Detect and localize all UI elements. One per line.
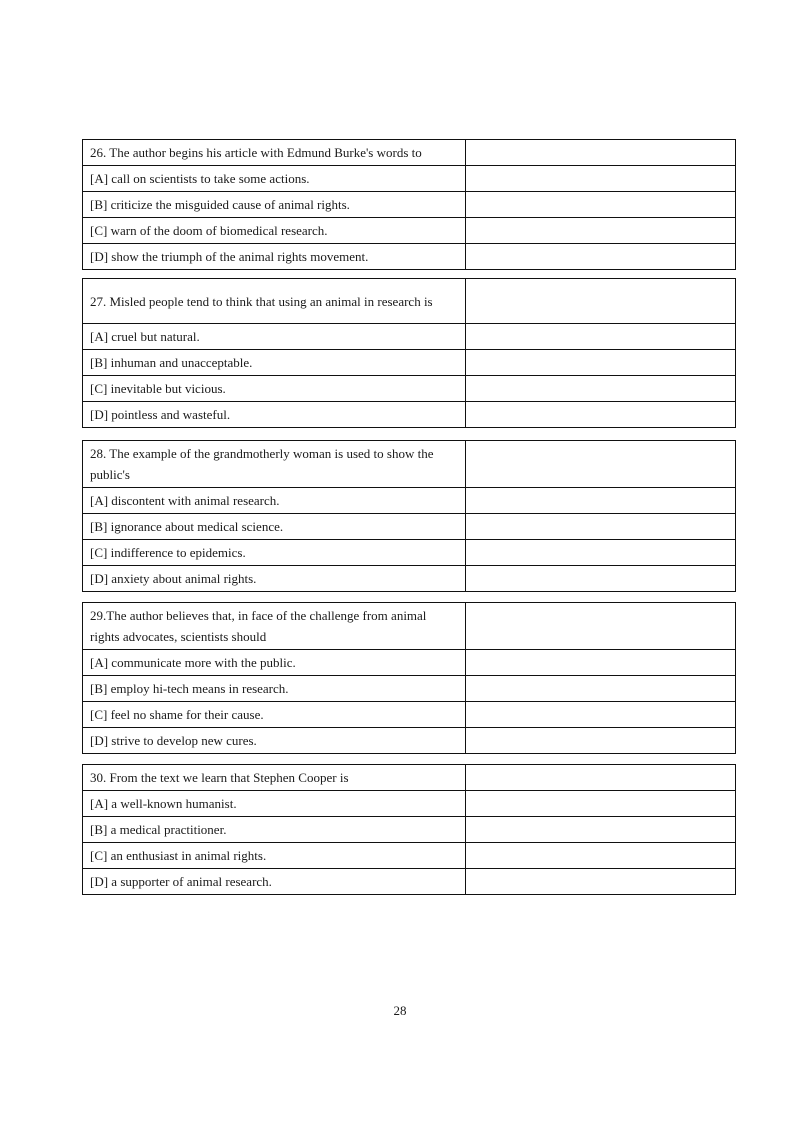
answer-cell — [466, 192, 736, 218]
question-table-29 — [82, 602, 736, 754]
question-table-27 — [82, 278, 736, 428]
option-row — [83, 676, 736, 702]
question-table-26 — [82, 139, 736, 270]
question-stem-row — [83, 140, 736, 166]
option-b: [B] a medical practitioner. — [83, 817, 466, 843]
answer-cell — [466, 376, 736, 402]
option-row — [83, 402, 736, 428]
answer-cell — [466, 514, 736, 540]
option-row — [83, 350, 736, 376]
answer-cell — [466, 869, 736, 895]
option-b: [B] ignorance about medical science. — [83, 514, 466, 540]
option-row — [83, 566, 736, 592]
page-number: 28 — [393, 1003, 407, 1018]
option-a: [A] discontent with animal research. — [83, 488, 466, 514]
answer-cell — [466, 817, 736, 843]
option-row — [83, 869, 736, 895]
answer-cell — [466, 218, 736, 244]
option-row — [83, 540, 736, 566]
option-row — [83, 843, 736, 869]
question-stem: 30. From the text we learn that Stephen Cooper is — [83, 765, 466, 791]
option-row — [83, 376, 736, 402]
option-a: [A] call on scientists to take some actions. — [83, 166, 466, 192]
answer-cell — [466, 244, 736, 270]
option-row — [83, 192, 736, 218]
answer-cell — [466, 676, 736, 702]
question-stem-row — [83, 279, 736, 324]
answer-cell — [466, 540, 736, 566]
option-row — [83, 324, 736, 350]
question-stem-row — [83, 441, 736, 488]
option-row — [83, 702, 736, 728]
option-row — [83, 650, 736, 676]
option-row — [83, 488, 736, 514]
answer-cell — [466, 566, 736, 592]
option-b: [B] criticize the misguided cause of animal rights. — [83, 192, 466, 218]
option-a: [A] cruel but natural. — [83, 324, 466, 350]
option-c: [C] indifference to epidemics. — [83, 540, 466, 566]
option-c: [C] feel no shame for their cause. — [83, 702, 466, 728]
option-d: [D] strive to develop new cures. — [83, 728, 466, 754]
question-table-28 — [82, 440, 736, 592]
option-row — [83, 244, 736, 270]
option-d: [D] anxiety about animal rights. — [83, 566, 466, 592]
question-table-30 — [82, 764, 736, 895]
option-row — [83, 514, 736, 540]
answer-cell — [466, 402, 736, 428]
option-a: [A] communicate more with the public. — [83, 650, 466, 676]
answer-cell — [466, 166, 736, 192]
answer-cell — [466, 279, 736, 324]
option-d: [D] pointless and wasteful. — [83, 402, 466, 428]
option-row — [83, 728, 736, 754]
option-b: [B] employ hi-tech means in research. — [83, 676, 466, 702]
answer-cell — [466, 324, 736, 350]
question-stem: 28. The example of the grandmotherly woman is used to show the public's — [83, 441, 466, 488]
option-d: [D] show the triumph of the animal rights movement. — [83, 244, 466, 270]
answer-cell — [466, 441, 736, 488]
option-row — [83, 218, 736, 244]
option-b: [B] inhuman and unacceptable. — [83, 350, 466, 376]
answer-cell — [466, 843, 736, 869]
option-d: [D] a supporter of animal research. — [83, 869, 466, 895]
option-c: [C] warn of the doom of biomedical research. — [83, 218, 466, 244]
question-stem: 26. The author begins his article with Edmund Burke's words to — [83, 140, 466, 166]
option-row — [83, 817, 736, 843]
answer-cell — [466, 603, 736, 650]
option-row — [83, 166, 736, 192]
answer-cell — [466, 791, 736, 817]
question-stem-row — [83, 765, 736, 791]
option-c: [C] inevitable but vicious. — [83, 376, 466, 402]
answer-cell — [466, 140, 736, 166]
answer-cell — [466, 702, 736, 728]
question-stem-row — [83, 603, 736, 650]
option-c: [C] an enthusiast in animal rights. — [83, 843, 466, 869]
question-stem: 29.The author believes that, in face of the challenge from animal rights advocates, scientists should — [83, 603, 466, 650]
answer-cell — [466, 765, 736, 791]
answer-cell — [466, 350, 736, 376]
option-a: [A] a well-known humanist. — [83, 791, 466, 817]
question-stem: 27. Misled people tend to think that using an animal in research is — [83, 279, 466, 324]
answer-cell — [466, 728, 736, 754]
answer-cell — [466, 650, 736, 676]
answer-cell — [466, 488, 736, 514]
option-row — [83, 791, 736, 817]
